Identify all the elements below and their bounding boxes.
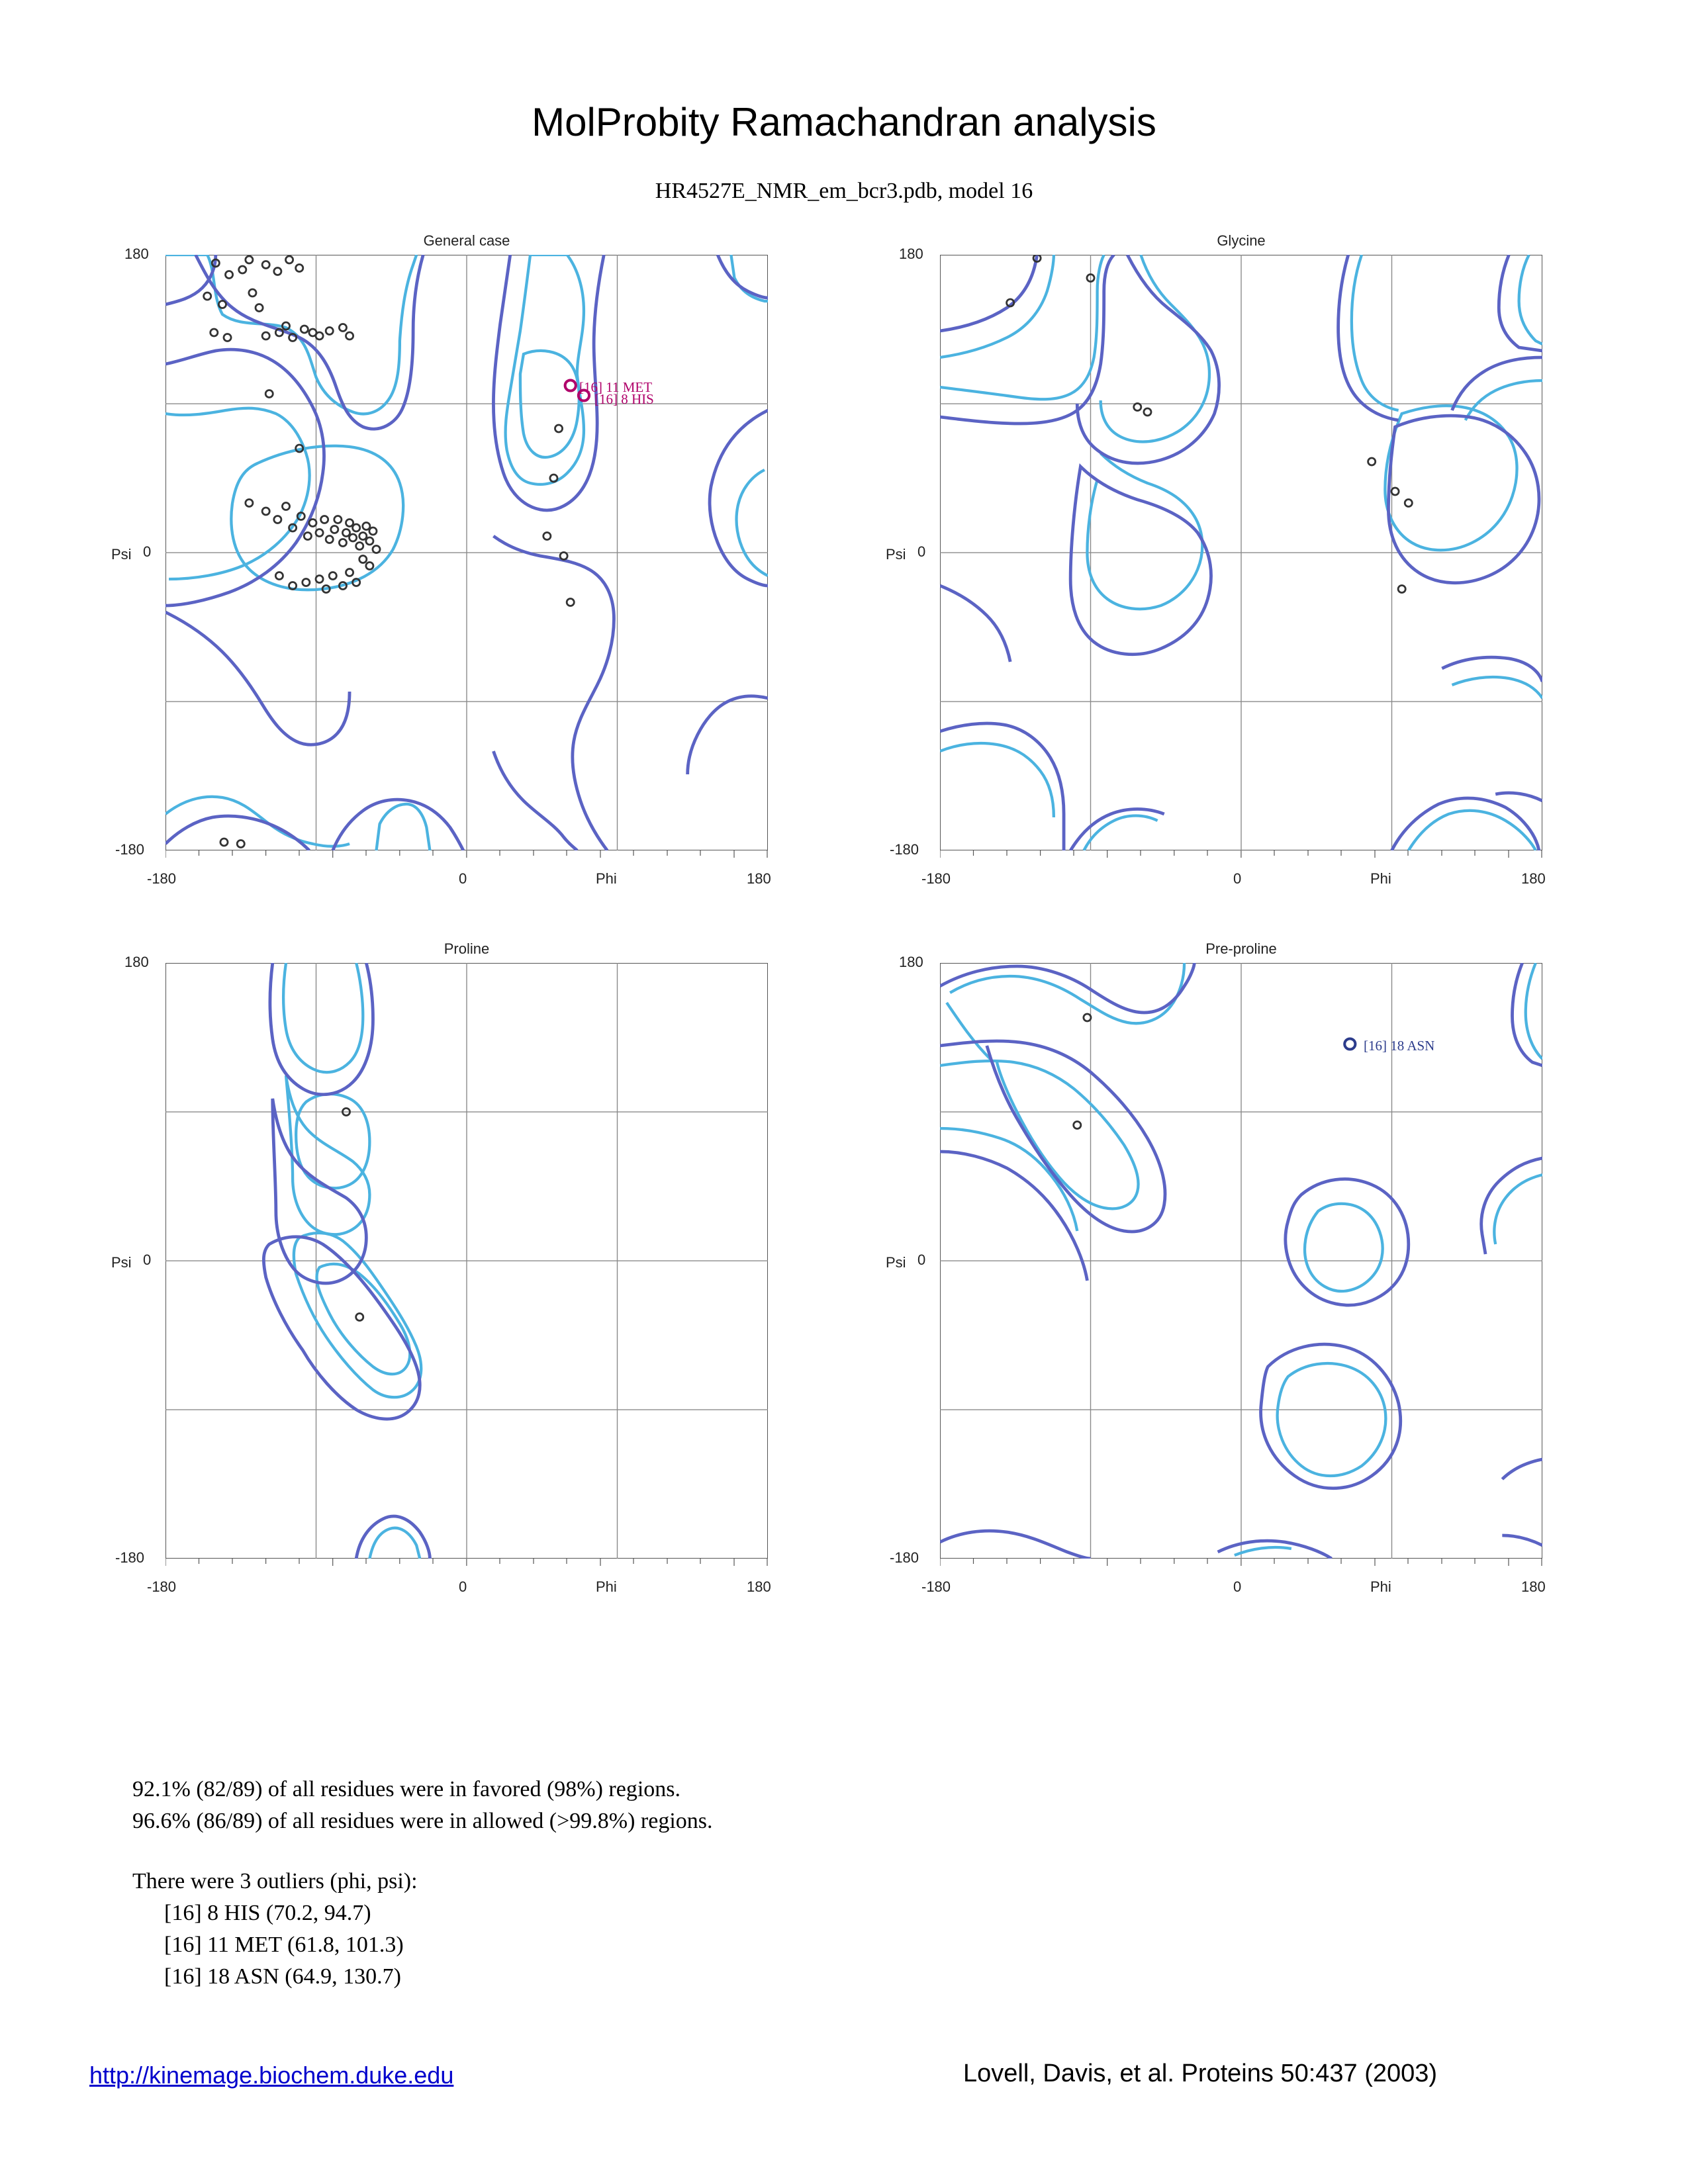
panel-proline-xtick-neg180: -180 [147, 1578, 177, 1595]
outlier-entry-2: [16] 11 MET (61.8, 101.3) [164, 1933, 404, 1958]
panel-preproline-ytick-0: 0 [917, 1251, 926, 1268]
panel-general-xtick-180: 180 [747, 870, 771, 887]
panel-preproline-y-label: Psi [886, 1254, 906, 1271]
panel-proline-xtick-0: 0 [459, 1578, 467, 1595]
panel-proline-xtick-180: 180 [747, 1578, 771, 1595]
panel-glycine-chart [940, 255, 1542, 850]
panel-general-y-label: Psi [111, 546, 132, 563]
panel-preproline-xtick-180: 180 [1521, 1578, 1546, 1595]
panel-glycine-xticks [940, 850, 1542, 864]
panel-preproline-ytick-180: 180 [899, 954, 923, 970]
panel-proline-ytick-0: 0 [143, 1251, 152, 1268]
panel-preproline-xtick-0: 0 [1233, 1578, 1242, 1595]
panel-preproline-xticks [940, 1559, 1542, 1572]
panel-glycine-xtick-180: 180 [1521, 870, 1546, 887]
panel-proline-xticks [165, 1559, 768, 1572]
panel-glycine-xtick-0: 0 [1233, 870, 1242, 887]
panel-glycine-ytick-180: 180 [899, 246, 923, 262]
panel-preproline-title: Pre-proline [1205, 940, 1277, 957]
outlier-label-general-met: [16] 11 MET [579, 379, 653, 395]
panel-proline-chart [165, 963, 768, 1559]
panel-general-ytick-180: 180 [124, 246, 149, 262]
kinemage-link[interactable]: http://kinemage.biochem.duke.edu [89, 2062, 454, 2089]
panel-preproline-x-label: Phi [1370, 1578, 1391, 1595]
panel-general-xticks [165, 850, 768, 864]
panel-proline-ytick-180: 180 [124, 954, 149, 970]
panel-preproline-ytick-neg180: -180 [890, 1549, 919, 1566]
panel-general-x-label: Phi [596, 870, 617, 887]
panel-general [111, 232, 771, 887]
panel-general-xtick-0: 0 [459, 870, 467, 887]
panel-preproline-xtick-neg180: -180 [921, 1578, 951, 1595]
panel-preproline [886, 940, 1546, 1595]
panel-glycine-y-label: Psi [886, 546, 906, 563]
panel-glycine-title: Glycine [1217, 232, 1266, 249]
stat-allowed: 96.6% (86/89) of all residues were in allowed (>99.8%) regions. [132, 1809, 713, 1834]
outlier-entry-3: [16] 18 ASN (64.9, 130.7) [164, 1964, 401, 1989]
outlier-entry-1: [16] 8 HIS (70.2, 94.7) [164, 1900, 371, 1925]
panel-glycine-x-label: Phi [1370, 870, 1391, 887]
panel-proline-y-label: Psi [111, 1254, 132, 1271]
outlier-label-preproline-asn: [16] 18 ASN [1364, 1038, 1435, 1054]
panel-general-xtick-neg180: -180 [147, 870, 177, 887]
page-title: MolProbity Ramachandran analysis [532, 100, 1156, 144]
stats-block [132, 1774, 1556, 1993]
stat-favored: 92.1% (82/89) of all residues were in favored (98%) regions. [132, 1777, 681, 1801]
panel-glycine [886, 232, 1546, 887]
panel-general-ytick-neg180: -180 [115, 841, 145, 858]
outliers-heading: There were 3 outliers (phi, psi): [132, 1868, 418, 1893]
panel-general-chart [165, 255, 768, 850]
panel-proline-x-label: Phi [596, 1578, 617, 1595]
panel-general-title: General case [423, 232, 510, 249]
outlier-label-general-his: [16] 8 HIS [594, 391, 654, 407]
panel-preproline-chart [940, 963, 1542, 1559]
panel-glycine-xtick-neg180: -180 [921, 870, 951, 887]
panel-general-ytick-0: 0 [143, 543, 152, 560]
panel-proline-title: Proline [444, 940, 490, 957]
panel-proline-ytick-neg180: -180 [115, 1549, 145, 1566]
panel-glycine-ytick-0: 0 [917, 543, 926, 560]
panel-proline [111, 940, 771, 1595]
page-subtitle: HR4527E_NMR_em_bcr3.pdb, model 16 [655, 179, 1033, 203]
panel-glycine-ytick-neg180: -180 [890, 841, 919, 858]
citation-text: Lovell, Davis, et al. Proteins 50:437 (2003) [963, 2060, 1438, 2087]
